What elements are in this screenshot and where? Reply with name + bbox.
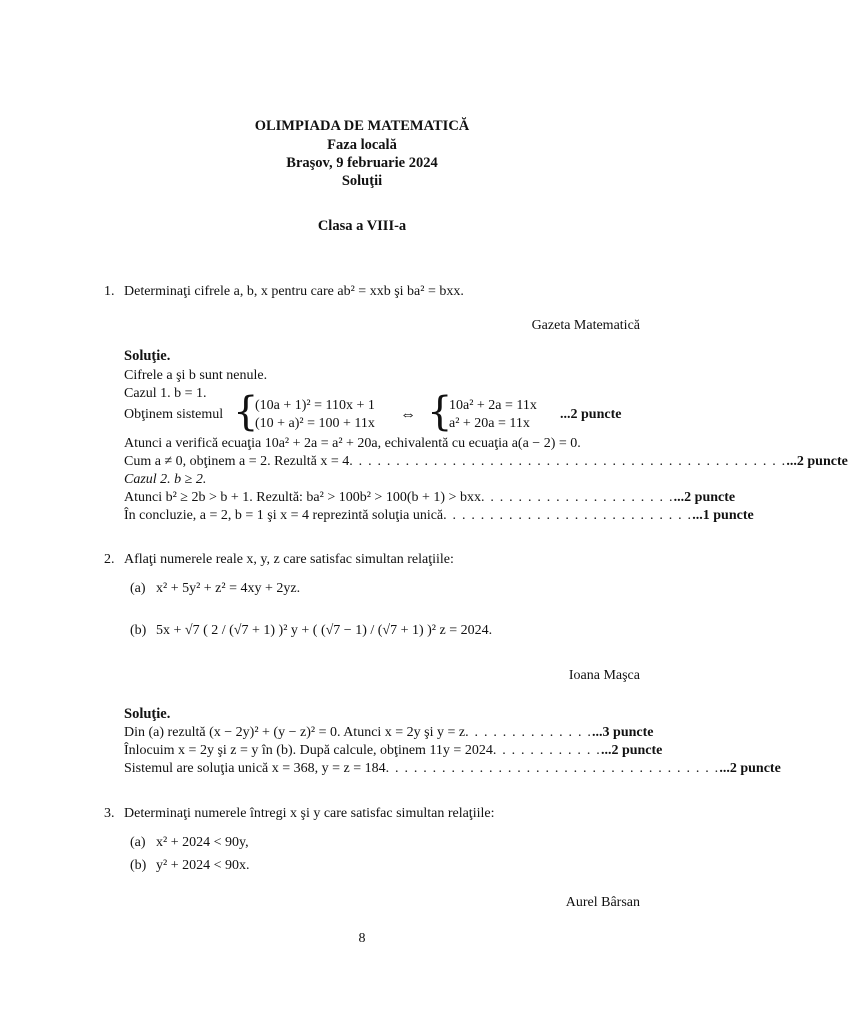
olympiad-title: OLIMPIADA DE MATEMATICĂ	[254, 118, 470, 134]
problem-2-statement: Aflaţi numerele reale x, y, z care satisfac simultan relaţiile:	[124, 552, 454, 567]
p3-item-b-text: y² + 2024 < 90x.	[156, 858, 250, 873]
p1-line-5	[124, 453, 848, 471]
p2-line-1	[124, 724, 654, 742]
leader-dots: . . . . . . . . . . . .	[492, 743, 601, 758]
leader-dots: . . . . . . . . . . . . . . . . . . . . .	[480, 490, 674, 505]
p1-points-1: ...2 puncte	[560, 407, 622, 422]
p1-line-6: Cazul 2. b ≥ 2.	[124, 472, 207, 487]
problem-1-statement: Determinaţi cifrele a, b, x pentru care ab² = xxb şi ba² = bxx.	[124, 284, 464, 299]
system-right-eq2: a² + 20a = 11x	[449, 416, 530, 431]
p2-points-3: ...2 puncte	[719, 761, 781, 776]
leader-dots: . . . . . . . . . . . . . .	[465, 725, 593, 740]
p2-item-b-label: (b)	[130, 623, 147, 638]
p2-points-1: ...3 puncte	[592, 725, 654, 740]
equivalence-symbol: ⇔	[400, 406, 416, 423]
p2-item-b-text: 5x + √7 ( 2 / (√7 + 1) )² y + ( (√7 − 1) / (√7 + 1) )² z = 2024.	[156, 623, 493, 638]
p3-item-a-label: (a)	[130, 835, 146, 850]
p3-item-b-label: (b)	[130, 858, 147, 873]
p2-line-3	[124, 760, 781, 778]
p2-line-3-text: Sistemul are soluţia unică x = 368, y = z = 184	[124, 761, 386, 776]
p1-line-4: Atunci a verifică ecuaţia 10a² + 2a = a² + 20a, echivalentă cu ecuaţia a(a − 2) = 0.	[124, 436, 581, 451]
p1-points-4: ...1 puncte	[692, 508, 754, 523]
p1-line-8-text: În concluzie, a = 2, b = 1 şi x = 4 reprezintă soluţia unică	[124, 508, 444, 523]
p2-line-2	[124, 742, 663, 760]
left-brace-2: {	[427, 389, 453, 435]
problem-2-source: Ioana Maşca	[568, 668, 640, 683]
p1-points-3: ...2 puncte	[673, 490, 736, 505]
p1-line-2: Cazul 1. b = 1.	[124, 386, 207, 401]
p1-points-2: ...2 puncte	[786, 454, 848, 469]
problem-3-statement: Determinaţi numerele întregi x şi y care satisfac simultan relaţiile:	[124, 806, 495, 821]
leader-dots: . . . . . . . . . . . . . . . . . . . . . . . . . . . . . . . . . . . . . . . . . . . . . . .	[349, 454, 787, 469]
leader-dots: . . . . . . . . . . . . . . . . . . . . . . . . . . .	[443, 508, 693, 523]
p1-line-3: Obţinem sistemul	[124, 407, 224, 422]
problem-2-number: 2.	[104, 552, 115, 567]
problem-1-number: 1.	[104, 284, 115, 299]
p1-line-8	[124, 507, 754, 525]
p3-item-a-text: x² + 2024 < 90y,	[156, 835, 249, 850]
p1-line-5-text: Cum a ≠ 0, obţinem a = 2. Rezultă x = 4	[124, 454, 350, 469]
solutions-subtitle: Soluţii	[341, 173, 383, 189]
left-brace-1: {	[233, 389, 259, 435]
problem-1-solution-title: Soluţie.	[124, 348, 171, 364]
problem-3-number: 3.	[104, 806, 115, 821]
problem-1-source: Gazeta Matematică	[531, 318, 640, 333]
problem-3-source: Aurel Bârsan	[565, 895, 640, 910]
p1-line-7-text: Atunci b² ≥ 2b > b + 1. Rezultă: ba² > 100b² > 100(b + 1) > bxx	[124, 490, 481, 505]
p2-points-2: ...2 puncte	[600, 743, 663, 758]
problem-2-solution-title: Soluţie.	[124, 706, 171, 722]
system-left-eq2: (10 + a)² = 100 + 11x	[255, 416, 375, 431]
system-left-eq1: (10a + 1)² = 110x + 1	[255, 398, 375, 413]
leader-dots: . . . . . . . . . . . . . . . . . . . . . . . . . . . . . . . . . . . .	[385, 761, 720, 776]
p1-line-7	[124, 489, 736, 507]
page-number: 8	[358, 931, 366, 946]
p2-item-a-label: (a)	[130, 581, 146, 596]
place-date: Braşov, 9 februarie 2024	[286, 155, 438, 171]
phase-label: Faza locală	[327, 137, 397, 153]
p2-item-a-text: x² + 5y² + z² = 4xy + 2yz.	[156, 581, 301, 596]
p1-line-1: Cifrele a şi b sunt nenule.	[124, 368, 268, 383]
p2-line-2-text: Înlocuim x = 2y şi z = y în (b). După calcule, obţinem 11y = 2024	[124, 743, 493, 758]
p2-line-1-text: Din (a) rezultă (x − 2y)² + (y − z)² = 0. Atunci x = 2y şi y = z	[124, 725, 466, 740]
class-label: Clasa a VIII-a	[317, 218, 407, 234]
system-right-eq1: 10a² + 2a = 11x	[449, 398, 537, 413]
